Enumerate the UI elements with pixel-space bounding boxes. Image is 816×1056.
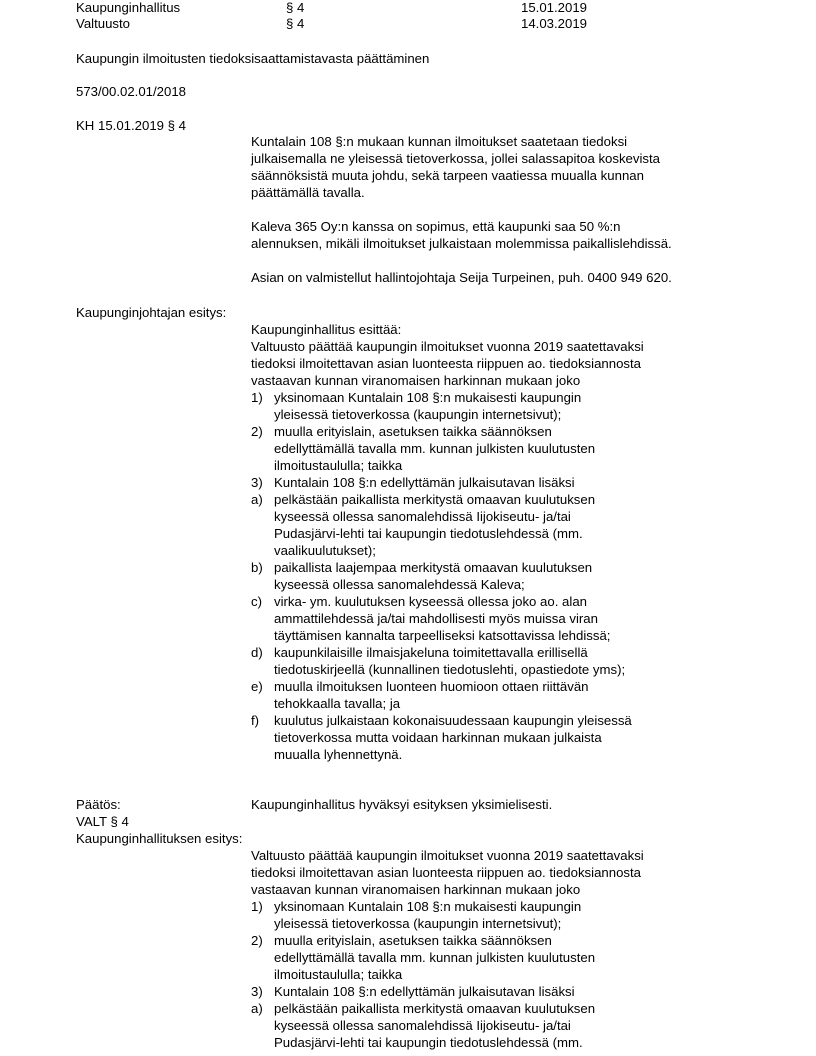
- board-intro-line: tiedoksi ilmoitettavan asian luonteesta riippuen ao. tiedoksiannosta: [251, 865, 642, 880]
- intro-line: päättämällä tavalla.: [251, 185, 365, 200]
- list-item-line: kyseessä ollessa sanomalehdissä Iijokiseutu- ja/tai: [274, 509, 571, 524]
- list-marker: d): [251, 645, 263, 660]
- intro-line: alennuksen, mikäli ilmoitukset julkaistaan molemmissa paikallislehdissä.: [251, 236, 672, 251]
- list-item-line: muulla erityislain, asetuksen taikka säännöksen: [274, 424, 552, 439]
- proposal-intro-line: tiedoksi ilmoitettavan asian luonteesta riippuen ao. tiedoksiannosta: [251, 356, 642, 371]
- list-marker: f): [251, 713, 260, 728]
- list-item-line: yksinomaan Kuntalain 108 §:n mukaisesti kaupungin: [274, 899, 582, 914]
- list-item-line: Pudasjärvi-lehti tai kaupungin tiedotuslehdessä (mm.: [274, 526, 583, 541]
- list-item-line: ammattilehdessä ja/tai mahdollisesti myös muissa viran: [274, 611, 598, 626]
- list-marker: 1): [251, 899, 263, 914]
- list-item-line: muulla erityislain, asetuksen taikka säännöksen: [274, 933, 552, 948]
- decision-text: Kaupunginhallitus hyväksyi esityksen yksimielisesti.: [251, 797, 553, 812]
- list-item-line: yleisessä tietoverkossa (kaupungin internetsivut);: [274, 407, 562, 422]
- intro-line: Asian on valmistellut hallintojohtaja Seija Turpeinen, puh. 0400 949 620.: [251, 270, 672, 285]
- list-item-line: ilmoitustaululla; taikka: [274, 967, 403, 982]
- list-item-line: tiedotuskirjeellä (kunnallinen tiedotuslehti, opastiedote yms);: [274, 662, 626, 677]
- header-body-2: Valtuusto: [76, 16, 131, 31]
- list-marker: 3): [251, 984, 263, 999]
- kh-label: KH 15.01.2019 § 4: [76, 118, 186, 133]
- list-marker: a): [251, 492, 263, 507]
- list-item-line: kuulutus julkaistaan kokonaisuudessaan kaupungin yleisessä: [274, 713, 632, 728]
- list-marker: 1): [251, 390, 263, 405]
- list-item-line: Pudasjärvi-lehti tai kaupungin tiedotuslehdessä (mm.: [274, 1035, 583, 1050]
- list-item-line: täyttämisen kannalta tarpeelliseksi katsottavissa lehdissä;: [274, 628, 611, 643]
- list-item-line: kaupunkilaisille ilmaisjakeluna toimitettavalla erillisellä: [274, 645, 588, 660]
- list-item-line: tietoverkossa mutta voidaan harkinnan mukaan julkaista: [274, 730, 602, 745]
- list-marker: 3): [251, 475, 263, 490]
- list-marker: c): [251, 594, 262, 609]
- list-marker: a): [251, 1001, 263, 1016]
- list-item-line: muualla lyhennettynä.: [274, 747, 403, 762]
- proposal-label: Kaupunginjohtajan esitys:: [76, 305, 227, 320]
- list-item-line: pelkästään paikallista merkitystä omaavan kuulutuksen: [274, 1001, 596, 1016]
- board-intro-line: Valtuusto päättää kaupungin ilmoitukset vuonna 2019 saatettavaksi: [251, 848, 644, 863]
- header-date-1: 15.01.2019: [521, 0, 588, 15]
- list-item-line: ilmoitustaululla; taikka: [274, 458, 403, 473]
- list-item-line: Kuntalain 108 §:n edellyttämän julkaisutavan lisäksi: [274, 984, 575, 999]
- proposal-intro-line: Valtuusto päättää kaupungin ilmoitukset vuonna 2019 saatettavaksi: [251, 339, 644, 354]
- list-item-line: muulla ilmoituksen luonteen huomioon ottaen riittävän: [274, 679, 589, 694]
- board-intro-line: vastaavan kunnan viranomaisen harkinnan mukaan joko: [251, 882, 581, 897]
- list-marker: b): [251, 560, 263, 575]
- list-item-line: yleisessä tietoverkossa (kaupungin internetsivut);: [274, 916, 562, 931]
- list-item-line: paikallista laajempaa merkitystä omaavan kuulutuksen: [274, 560, 593, 575]
- intro-line: Kuntalain 108 §:n mukaan kunnan ilmoitukset saatetaan tiedoksi: [251, 134, 628, 149]
- intro-line: säännöksistä muuta johdu, sekä tarpeen vaatiessa muualla kunnan: [251, 168, 644, 183]
- header-section-1: § 4: [286, 0, 305, 15]
- proposal-lead: Kaupunginhallitus esittää:: [251, 322, 402, 337]
- list-item-line: virka- ym. kuulutuksen kyseessä ollessa joko ao. alan: [274, 594, 587, 609]
- list-item-line: edellyttämällä tavalla mm. kunnan julkisten kuulutusten: [274, 441, 596, 456]
- header-section-2: § 4: [286, 16, 305, 31]
- list-item-line: kyseessä ollessa sanomalehdissä Iijokiseutu- ja/tai: [274, 1018, 571, 1033]
- document-title: Kaupungin ilmoitusten tiedoksisaattamistavasta päättäminen: [76, 51, 430, 66]
- board-proposal-label: Kaupunginhallituksen esitys:: [76, 831, 243, 846]
- list-marker: 2): [251, 933, 263, 948]
- list-marker: 2): [251, 424, 263, 439]
- proposal-intro-line: vastaavan kunnan viranomaisen harkinnan mukaan joko: [251, 373, 581, 388]
- list-marker: e): [251, 679, 263, 694]
- valt-label: VALT § 4: [76, 814, 129, 829]
- header-date-2: 14.03.2019: [521, 16, 588, 31]
- record-number: 573/00.02.01/2018: [76, 84, 187, 99]
- header-body-1: Kaupunginhallitus: [76, 0, 181, 15]
- list-item-line: kyseessä ollessa sanomalehdessä Kaleva;: [274, 577, 525, 592]
- list-item-line: edellyttämällä tavalla mm. kunnan julkisten kuulutusten: [274, 950, 596, 965]
- list-item-line: vaalikuulutukset);: [274, 543, 376, 558]
- decision-label: Päätös:: [76, 797, 121, 812]
- list-item-line: pelkästään paikallista merkitystä omaavan kuulutuksen: [274, 492, 596, 507]
- intro-line: julkaisemalla ne yleisessä tietoverkossa, jollei salassapitoa koskevista: [251, 151, 661, 166]
- list-item-line: yksinomaan Kuntalain 108 §:n mukaisesti kaupungin: [274, 390, 582, 405]
- intro-line: Kaleva 365 Oy:n kanssa on sopimus, että kaupunki saa 50 %:n: [251, 219, 621, 234]
- list-item-line: tehokkaalla tavalla; ja: [274, 696, 401, 711]
- list-item-line: Kuntalain 108 §:n edellyttämän julkaisutavan lisäksi: [274, 475, 575, 490]
